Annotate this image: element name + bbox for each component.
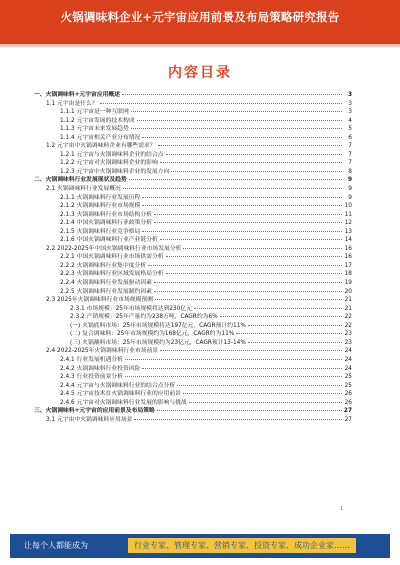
toc-entry[interactable] — [34, 416, 352, 425]
toc-entry-title: 2.4.1 行业发展机遇分析 — [60, 356, 123, 363]
toc-entry[interactable] — [34, 339, 352, 348]
toc-dot-leader — [142, 205, 342, 206]
toc-entry-page: 21 — [344, 305, 352, 312]
toc-entry-title: 2.1 火锅调味料行业发展概况 — [46, 186, 121, 193]
toc-dot-leader — [142, 368, 342, 369]
toc-dot-leader — [171, 171, 342, 172]
toc-entry[interactable] — [34, 194, 352, 203]
toc-dot-leader — [122, 94, 342, 95]
footer-banner — [10, 534, 390, 558]
toc-entry[interactable] — [34, 347, 352, 356]
toc-entry-title: 2.2.1 中国火锅调味料行业市场供需分析 — [60, 254, 164, 261]
toc-dot-leader — [189, 402, 342, 403]
toc-entry[interactable] — [34, 390, 352, 399]
toc-entry-title: 一、火锅调味料+元宇宙应用概述 — [34, 92, 121, 98]
toc-entry-page: 4 — [348, 117, 352, 124]
toc-entry-page: 27 — [343, 408, 352, 415]
toc-entry[interactable] — [34, 330, 352, 339]
toc-entry[interactable] — [34, 202, 352, 211]
toc-entry-title: 2.2 2022-2025年中国火锅调味料行业市场发展分析 — [46, 245, 182, 252]
toc-entry-page: 9 — [347, 177, 352, 184]
toc-entry-page: 19 — [344, 280, 352, 287]
toc-entry-page: 9 — [348, 186, 352, 193]
toc-dot-leader — [194, 308, 342, 309]
toc-entry-page: 26 — [344, 399, 352, 406]
toc-entry-page: 25 — [344, 374, 352, 381]
toc-entry[interactable] — [34, 185, 352, 194]
toc-entry-page: 3 — [348, 100, 352, 107]
toc-dot-leader — [155, 299, 342, 300]
toc-entry-title: (一) 火锅底料市场：25年市场规模将达197亿元，CAGR预计约11% — [70, 322, 246, 329]
toc-entry[interactable] — [34, 356, 352, 365]
toc-entry-title: 1.1.1 元宇宙是一种互联网 — [60, 109, 129, 116]
toc-entry-title: 2.1.5 火锅调味料行业竞争格局 — [60, 228, 141, 235]
toc-entry-title: 1.2 元宇宙中火锅调味料企业有哪些需求？ — [46, 143, 156, 150]
toc-entry-title: 2.3 2025年火锅调味料行业市场规模预测 — [46, 297, 153, 304]
table-of-contents — [34, 91, 352, 424]
toc-entry[interactable] — [34, 322, 352, 331]
toc-entry[interactable] — [34, 373, 352, 382]
toc-entry[interactable] — [34, 168, 352, 177]
toc-entry-page: 24 — [344, 365, 352, 372]
toc-dot-leader — [129, 179, 342, 180]
toc-dot-leader — [160, 162, 342, 163]
toc-entry[interactable] — [34, 236, 352, 245]
toc-dot-leader — [125, 359, 342, 360]
toc-entry-title: 2.1.3 火锅调味料行业市场结构分析 — [60, 211, 152, 218]
toc-entry[interactable] — [34, 313, 352, 322]
toc-dot-leader — [166, 273, 342, 274]
toc-entry[interactable] — [34, 407, 352, 416]
toc-entry-title: 2.4.4 元宇宙与火锅调味料行业的结合点分析 — [60, 382, 176, 389]
toc-entry-page: 22 — [344, 322, 352, 329]
toc-entry-title: 2.4 2022-2025年火锅调味料行业市场前景 — [46, 348, 159, 355]
toc-entry[interactable] — [34, 228, 352, 237]
toc-dot-leader — [154, 214, 342, 215]
footer-lead-text: 让每个人都能成为 — [24, 541, 88, 550]
toc-dot-leader — [248, 325, 342, 326]
toc-entry[interactable] — [34, 262, 352, 271]
toc-entry-page: 20 — [344, 288, 352, 295]
toc-entry[interactable] — [34, 296, 352, 305]
toc-entry[interactable] — [34, 288, 352, 297]
toc-entry[interactable] — [34, 176, 352, 185]
toc-entry-page: 18 — [344, 271, 352, 278]
toc-entry-title: 3.1 元宇宙中火锅调味料应用场景 — [46, 416, 133, 423]
toc-dot-leader — [134, 419, 342, 420]
toc-dot-leader — [148, 265, 342, 266]
toc-entry[interactable] — [34, 219, 352, 228]
toc-entry[interactable] — [34, 125, 352, 134]
toc-entry-title: 2.4.2 火锅调味料行业投资风险 — [60, 365, 141, 372]
toc-dot-leader — [166, 154, 342, 155]
toc-entry-title: 1.1.4 元宇宙相关产业分布情况 — [60, 134, 141, 141]
toc-entry-title: 三、火锅调味料+元宇宙的应用前景及布局策略 — [34, 408, 155, 415]
page-number: 1 — [340, 506, 344, 512]
toc-entry-title: 2.1.4 中国火锅调味料行业政策分析 — [60, 220, 152, 227]
toc-entry-title: 2.3.2 产销规模：25年产量约为238万吨，CAGR约为6% — [70, 314, 218, 321]
toc-dot-leader — [125, 376, 342, 377]
toc-dot-leader — [183, 248, 342, 249]
toc-entry-title: 2.1.6 中国火锅调味料行业产业链分析 — [60, 237, 158, 244]
toc-entry-title: 二、火锅调味料行业发展现状及趋势 — [34, 177, 127, 184]
toc-entry-page: 7 — [348, 160, 352, 167]
toc-entry-title: 2.4.6 元宇宙对火锅调味料行业发展的影响与挑战 — [60, 399, 187, 406]
toc-entry-page: 16 — [344, 245, 352, 252]
toc-entry[interactable] — [34, 134, 352, 143]
toc-entry[interactable] — [34, 159, 352, 168]
toc-entry-page: 22 — [344, 314, 352, 321]
toc-entry-page: 13 — [344, 228, 352, 235]
toc-dot-leader — [142, 231, 342, 232]
toc-entry[interactable] — [34, 142, 352, 151]
toc-entry[interactable] — [34, 100, 352, 109]
toc-entry[interactable] — [34, 245, 352, 254]
toc-dot-leader — [248, 342, 342, 343]
toc-entry-title: 2.1.2 火锅调味料行业市场规模 — [60, 203, 141, 210]
toc-entry-title: 2.4.3 行业投资前景分析 — [60, 374, 123, 381]
toc-dot-leader — [166, 256, 342, 257]
toc-entry-page: 8 — [348, 168, 352, 175]
toc-entry-page: 7 — [348, 143, 352, 150]
toc-entry-page: 26 — [344, 391, 352, 398]
toc-entry-title: 2.2.5 火锅调味料行业发展制约因素 — [60, 288, 152, 295]
toc-entry-title: 2.2.4 火锅调味料行业发展驱动因素 — [60, 280, 152, 287]
toc-entry-title: 2.3.1 市场规模：25年市场规模将达到230亿元 — [70, 305, 192, 312]
toc-entry-title: 2.2.3 火锅调味料行业区域发展格局分析 — [60, 271, 164, 278]
header-divider — [0, 44, 400, 47]
toc-entry-title: (二) 复合调味料：25年市场规模约为168亿元，CAGR约为11% — [70, 331, 235, 338]
toc-entry-page: 11 — [344, 211, 352, 218]
toc-dot-leader — [123, 188, 342, 189]
toc-dot-leader — [177, 385, 342, 386]
toc-entry[interactable] — [34, 108, 352, 117]
toc-entry-page: 10 — [344, 203, 352, 210]
toc-entry[interactable] — [34, 270, 352, 279]
toc-entry[interactable] — [34, 211, 352, 220]
toc-heading: 内容目录 — [168, 65, 232, 81]
toc-entry-title: 2.4.5 元宇宙技术在火锅调味料行业的应用前景 — [60, 391, 181, 398]
toc-dot-leader — [131, 111, 342, 112]
toc-entry[interactable] — [34, 253, 352, 262]
toc-entry-title: 1.1.3 元宇宙未来发展趋势 — [60, 126, 129, 133]
toc-entry[interactable] — [34, 365, 352, 374]
toc-dot-leader — [154, 222, 342, 223]
toc-entry-page: 5 — [348, 126, 352, 133]
toc-dot-leader — [131, 128, 342, 129]
toc-dot-leader — [142, 137, 342, 138]
toc-entry-title: 1.2.1 元宇宙与火锅调味料企业的结合点 — [60, 151, 164, 158]
toc-entry-title: 1.2.2 元宇宙对火锅调味料企业的影响 — [60, 160, 158, 167]
toc-entry[interactable] — [34, 91, 352, 100]
toc-entry-page: 16 — [344, 254, 352, 261]
toc-entry[interactable] — [34, 305, 352, 314]
toc-entry-page: 23 — [344, 331, 352, 338]
toc-entry[interactable] — [34, 399, 352, 408]
toc-entry-page: 3 — [348, 109, 352, 116]
toc-entry-title: 1.1.2 元宇宙发展的技术构成 — [60, 117, 135, 124]
toc-dot-leader — [183, 393, 342, 394]
toc-entry-page: 23 — [344, 339, 352, 346]
toc-entry[interactable] — [34, 279, 352, 288]
toc-entry-title: 2.2.2 火锅调味料行业集中度分析 — [60, 262, 147, 269]
toc-entry-page: 3 — [347, 92, 352, 98]
toc-entry-page: 7 — [348, 151, 352, 158]
toc-dot-leader — [157, 410, 342, 411]
toc-dot-leader — [142, 197, 342, 198]
toc-entry-title: 1.1 元宇宙是什么？ — [46, 100, 98, 107]
toc-dot-leader — [154, 291, 342, 292]
toc-entry[interactable] — [34, 117, 352, 126]
toc-entry-page: 27 — [344, 416, 352, 423]
toc-dot-leader — [160, 350, 342, 351]
toc-entry[interactable] — [34, 382, 352, 391]
toc-entry-page: 9 — [348, 194, 352, 201]
toc-dot-leader — [137, 120, 342, 121]
toc-entry-page: 6 — [348, 134, 352, 141]
toc-entry-title: (三) 火锅蘸料市场：25年市场规模约为23亿元，CAGR预计13-14% — [70, 339, 246, 346]
toc-entry-page: 12 — [344, 220, 352, 227]
toc-dot-leader — [154, 282, 342, 283]
toc-entry-page: 24 — [344, 348, 352, 355]
toc-entry-page: 21 — [344, 297, 352, 304]
footer-highlight-text: 行业专家、管理专家、营销专家、投资专家、成功企业家…… — [128, 538, 356, 553]
toc-entry-page: 17 — [344, 262, 352, 269]
report-title: 火锅调味料企业+元宇宙应用前景及布局策略研究报告 — [60, 10, 340, 24]
toc-dot-leader — [220, 316, 342, 317]
toc-entry-title: 2.1.1 火锅调味料行业发展历程 — [60, 194, 141, 201]
toc-entry-page: 24 — [344, 356, 352, 363]
report-header — [0, 0, 400, 44]
toc-entry-title: 1.2.3 元宇宙中火锅调味料企业的发展方向 — [60, 168, 170, 175]
toc-entry[interactable] — [34, 151, 352, 160]
toc-entry-page: 14 — [344, 237, 352, 244]
toc-dot-leader — [100, 103, 342, 104]
toc-entry-page: 25 — [344, 382, 352, 389]
toc-dot-leader — [236, 333, 342, 334]
toc-dot-leader — [158, 145, 342, 146]
toc-dot-leader — [160, 239, 342, 240]
